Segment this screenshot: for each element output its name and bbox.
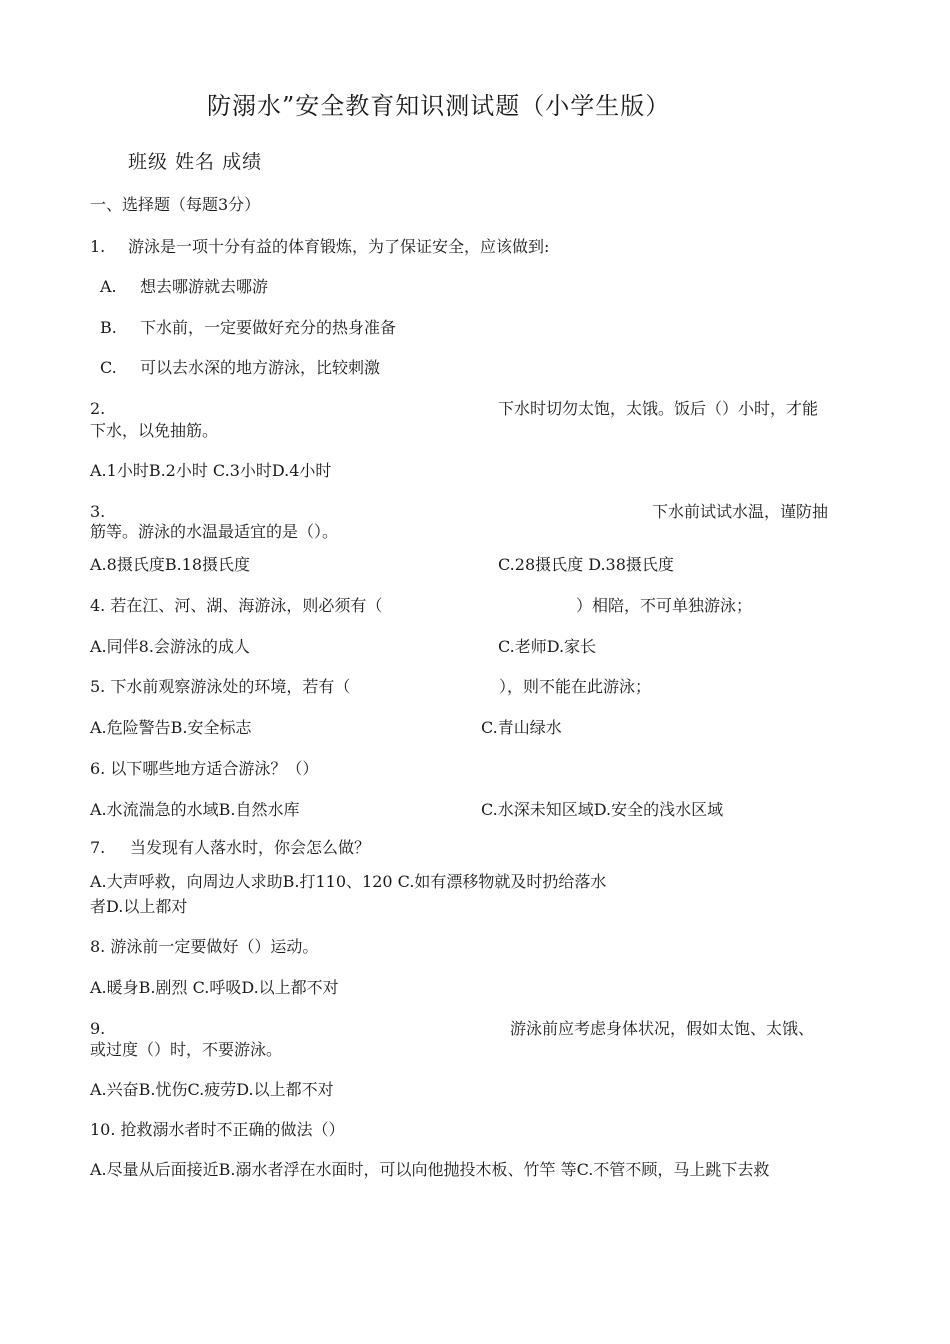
question-4-text-right: ）相陪，不可单独游泳； [576, 596, 753, 615]
question-9-text-line1: 游泳前应考虑身体状况，假如太饱、太饿、 [510, 1019, 815, 1038]
question-2-text-line1: 下水时切勿太饱，太饿。饭后（）小时，才能 [498, 399, 819, 418]
question-10-text: 10. 抢救溺水者时不正确的做法（） [90, 1120, 345, 1139]
question-9-number: 9. [90, 1019, 106, 1038]
question-8-options: A.暖身B.剧烈 C.呼吸D.以上都不对 [90, 978, 339, 997]
question-7-options-line2: 者D.以上都对 [90, 897, 188, 916]
student-info: 班级 姓名 成绩 [128, 151, 263, 173]
question-1-option-a-letter: A. [100, 277, 117, 296]
question-3-options-left: A.8摄氏度B.18摄氏度 [90, 555, 251, 574]
question-10-options: A.尽量从后面接近B.溺水者浮在水面时，可以向他抛投木板、竹竿 等C.不管不顾，马上跳下去救 [90, 1160, 770, 1179]
question-1-option-c: 可以去水深的地方游泳，比较刺激 [140, 358, 381, 377]
question-1-number: 1. [90, 237, 106, 256]
question-1-option-b: 下水前，一定要做好充分的热身准备 [140, 318, 397, 337]
question-5-options-left: A.危险警告B.安全标志 [90, 718, 252, 737]
question-3-text-line1: 下水前试试水温，谨防抽 [652, 502, 829, 521]
question-7-text: 当发现有人落水时，你会怎么做？ [130, 838, 371, 857]
question-3-text-line2: 筋等。游泳的水温最适宜的是（）。 [90, 522, 339, 541]
question-8-text: 8. 游泳前一定要做好（）运动。 [90, 937, 319, 956]
question-4-text-left: 4. 若在江、河、湖、海游泳，则必须有（ [90, 596, 383, 615]
question-9-options: A.兴奋B.忧伤C.疲劳D.以上都不对 [90, 1080, 334, 1099]
question-9-text-line2: 或过度（）时，不要游泳。 [90, 1040, 283, 1059]
question-2-text-line2: 下水，以免抽筋。 [90, 421, 219, 440]
question-6-options-left: A.水流湍急的水域B.自然水库 [90, 800, 300, 819]
question-3-number: 3. [90, 502, 106, 521]
question-1-option-a: 想去哪游就去哪游 [140, 277, 269, 296]
question-1-option-b-letter: B. [100, 318, 117, 337]
question-6-text: 6. 以下哪些地方适合游泳？（） [90, 759, 319, 778]
question-2-number: 2. [90, 399, 106, 418]
question-3-options-right: C.28摄氏度 D.38摄氏度 [498, 555, 674, 574]
question-5-text-left: 5. 下水前观察游泳处的环境，若有（ [90, 677, 351, 696]
question-7-number: 7. [90, 838, 106, 857]
question-5-text-right: ），则不能在此游泳； [499, 677, 652, 696]
question-7-options-line1: A.大声呼救，向周边人求助B.打110、120 C.如有漂移物就及时扔给落水 [90, 872, 607, 891]
question-4-options-right: C.老师D.家长 [498, 637, 597, 656]
question-5-options-right: C.青山绿水 [481, 718, 562, 737]
question-1-text: 游泳是一项十分有益的体育锻炼，为了保证安全，应该做到: [128, 237, 550, 256]
question-1-option-c-letter: C. [100, 358, 117, 377]
question-4-options-left: A.同伴8.会游泳的成人 [90, 637, 250, 656]
page-title: 防溺水”安全教育知识测试题（小学生版） [207, 92, 671, 120]
question-2-options: A.1小时B.2小时 C.3小时D.4小时 [90, 461, 332, 480]
question-6-options-right: C.水深未知区域D.安全的浅水区域 [481, 800, 724, 819]
section-heading: 一、选择题（每题3分） [90, 195, 261, 214]
